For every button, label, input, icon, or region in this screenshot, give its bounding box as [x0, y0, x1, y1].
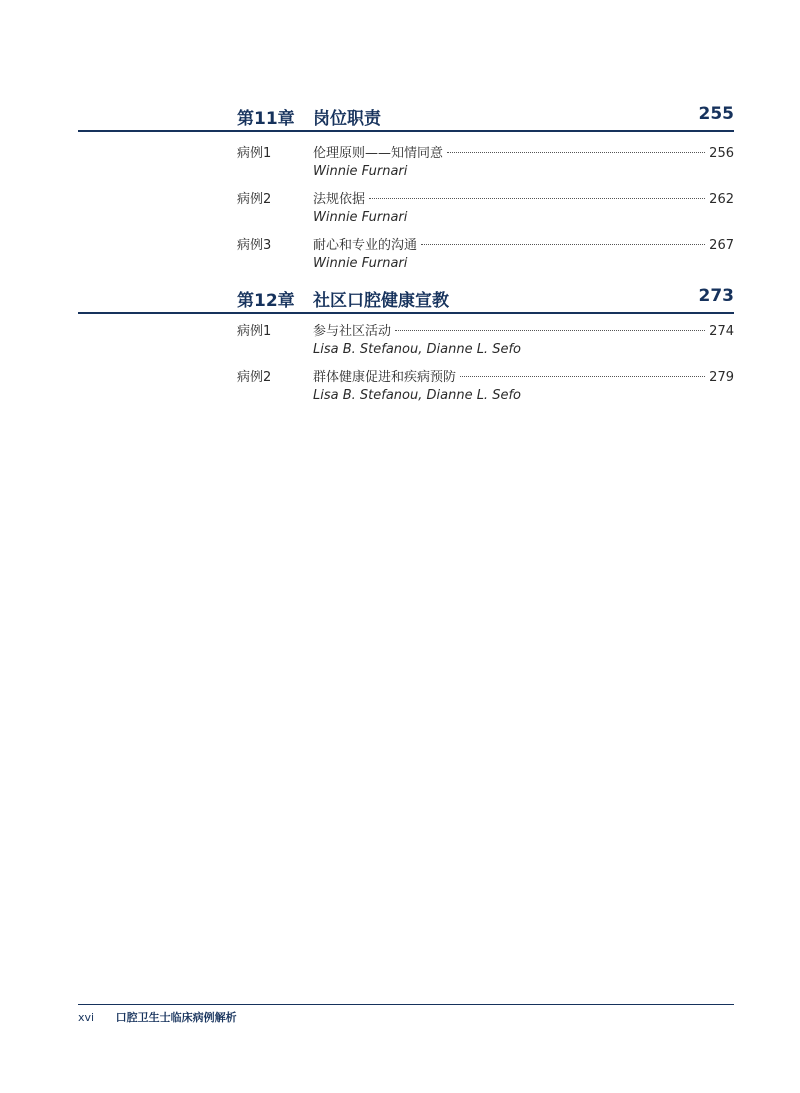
case-entry [78, 320, 734, 366]
case-author: Lisa B. Stefanou, Dianne L. Sefo [313, 388, 521, 403]
case-title[interactable]: 法规依据 [313, 192, 366, 207]
chapter-title[interactable]: 社区口腔健康宣教 [313, 291, 449, 311]
case-entry [78, 366, 734, 412]
case-author: Winnie Furnari [313, 256, 408, 271]
case-author: Lisa B. Stefanou, Dianne L. Sefo [313, 342, 521, 357]
dot-leader [447, 152, 705, 153]
case-title[interactable]: 伦理原则——知情同意 [313, 146, 444, 161]
chapter-11 [78, 104, 734, 280]
case-title[interactable]: 群体健康促进和疾病预防 [313, 370, 457, 385]
dot-leader [460, 376, 705, 377]
chapter-divider [78, 130, 734, 132]
dot-leader [395, 330, 705, 331]
case-label: 病例1 [237, 324, 272, 339]
case-label: 病例1 [237, 146, 272, 161]
case-page-number: 256 [709, 146, 734, 161]
dot-leader [421, 244, 705, 245]
case-line [313, 320, 734, 339]
case-line [313, 366, 734, 385]
chapter-page-number: 255 [698, 104, 734, 124]
case-label: 病例2 [237, 192, 272, 207]
footer-page-number: xvi [78, 1011, 95, 1024]
chapter-number: 第12章 [237, 291, 295, 311]
case-page-number: 267 [709, 238, 734, 253]
chapter-header [78, 286, 734, 316]
case-title[interactable]: 参与社区活动 [313, 324, 392, 339]
case-label: 病例3 [237, 238, 272, 253]
case-entry [78, 234, 734, 280]
chapter-number: 第11章 [237, 109, 295, 129]
case-line [313, 188, 734, 207]
page-footer [78, 1009, 237, 1025]
case-title[interactable]: 耐心和专业的沟通 [313, 238, 418, 253]
case-page-number: 262 [709, 192, 734, 207]
case-author: Winnie Furnari [313, 164, 408, 179]
chapter-12 [78, 286, 734, 412]
chapter-title[interactable]: 岗位职责 [313, 109, 381, 129]
case-page-number: 279 [709, 370, 734, 385]
chapter-divider [78, 312, 734, 314]
chapter-header [78, 104, 734, 134]
case-entry [78, 142, 734, 188]
case-author: Winnie Furnari [313, 210, 408, 225]
chapter-page-number: 273 [698, 286, 734, 306]
case-line [313, 142, 734, 161]
case-entry [78, 188, 734, 234]
case-line [313, 234, 734, 253]
footer-divider [78, 1004, 734, 1005]
case-label: 病例2 [237, 370, 272, 385]
footer-book-title: 口腔卫生士临床病例解析 [115, 1011, 237, 1024]
case-page-number: 274 [709, 324, 734, 339]
dot-leader [369, 198, 705, 199]
